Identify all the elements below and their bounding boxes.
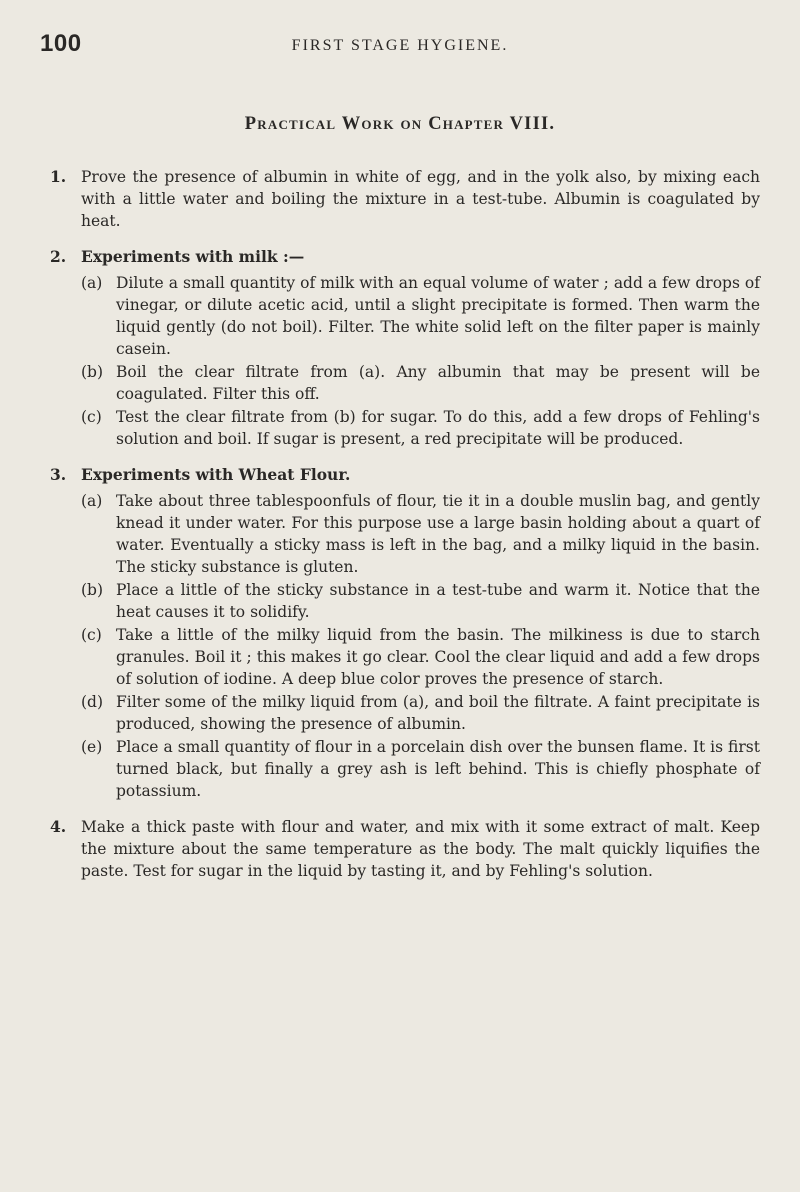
running-head: FIRST STAGE HYGIENE. [291, 37, 509, 54]
item-heading: Experiments with Wheat Flour. [81, 465, 351, 484]
page-body [50, 166, 760, 896]
item-number: 4. [50, 817, 67, 836]
sub-item-marker: (a) [81, 492, 103, 510]
exercise-2 [50, 246, 760, 450]
sub-item-text: Boil the clear filtrate from (a). Any albumin that may be present will be coagulated. Filter this off. [116, 363, 760, 403]
sub-item-marker: (e) [81, 738, 103, 756]
sub-item-marker: (c) [81, 408, 102, 426]
item-number: 3. [50, 465, 67, 484]
sub-item-text: Dilute a small quantity of milk with an equal volume of water ; add a few drops of vinegar, or dilute acetic acid, until a slight precipitate is formed. Then warm the liquid gently (do not boil). Filter. The white solid left on the filter paper is mainly casein. [116, 274, 760, 358]
page-number: 100 [40, 30, 82, 57]
sub-list [81, 490, 760, 802]
sub-item-text: Take a little of the milky liquid from the basin. The milkiness is due to starch granules. Boil it ; this makes it go clear. Cool the clear liquid and add a few drops of solution of iodine. A deep blue color proves the presence of starch. [116, 626, 760, 688]
item-text: Make a thick paste with flour and water, and mix with it some extract of malt. Keep the mixture about the same temperature as the body. The malt quickly liquifies the paste. Test for sugar in the liquid by tasting it, and by Fehling's solution. [81, 818, 760, 880]
sub-item-marker: (a) [81, 274, 103, 292]
exercise-1 [50, 166, 760, 232]
sub-item [81, 272, 760, 360]
sub-item-text: Test the clear filtrate from (b) for sugar. To do this, add a few drops of Fehling's solution and boil. If sugar is present, a red precipitate will be produced. [116, 408, 760, 448]
sub-item-text: Filter some of the milky liquid from (a), and boil the filtrate. A faint precipitate is produced, showing the presence of albumin. [116, 693, 760, 733]
sub-item [81, 406, 760, 450]
sub-item [81, 490, 760, 578]
sub-item [81, 579, 760, 623]
item-number: 2. [50, 247, 67, 266]
sub-item [81, 736, 760, 802]
exercise-4 [50, 816, 760, 882]
page-header [40, 30, 760, 64]
item-number: 1. [50, 167, 67, 186]
sub-item [81, 691, 760, 735]
sub-item [81, 624, 760, 690]
sub-item-text: Place a small quantity of flour in a porcelain dish over the bunsen flame. It is first turned black, but finally a grey ash is left behind. This is chiefly phosphate of potassium. [116, 738, 760, 800]
sub-item-marker: (b) [81, 581, 104, 599]
section-title: Practical Work on Chapter VIII. [244, 114, 556, 134]
sub-item-text: Take about three tablespoonfuls of flour, tie it in a double muslin bag, and gently knead it under water. For this purpose use a large basin holding about a quart of water. Eventually a sticky mass is left in the bag, and a milky liquid in the basin. The sticky substance is gluten. [116, 492, 760, 576]
sub-item-marker: (d) [81, 693, 104, 711]
item-text: Prove the presence of albumin in white of egg, and in the yolk also, by mixing each with a little water and boiling the mixture in a test-tube. Albumin is coagulated by heat. [81, 168, 760, 230]
sub-item [81, 361, 760, 405]
sub-list [81, 272, 760, 450]
sub-item-text: Place a little of the sticky substance in a test-tube and warm it. Notice that the heat causes it to solidify. [116, 581, 760, 621]
sub-item-marker: (c) [81, 626, 102, 644]
sub-item-marker: (b) [81, 363, 104, 381]
item-heading: Experiments with milk :— [81, 247, 305, 266]
exercise-3 [50, 464, 760, 802]
